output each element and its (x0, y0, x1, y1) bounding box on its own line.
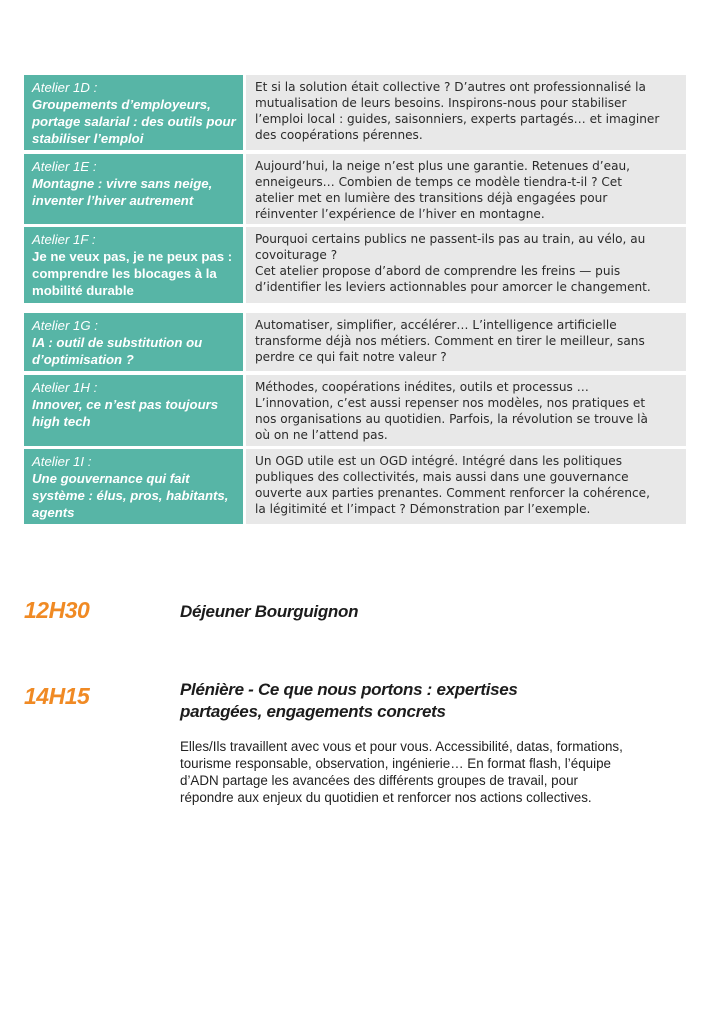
workshop-heading-cell (24, 449, 243, 524)
workshop-description: Méthodes, coopérations inédites, outils et processus … L’innovation, c’est aussi repenser nos modèles, nos pratiques et nos organisations au quotidien. Parfois, la révolution se trouve là où on ne l’attend pas. (246, 375, 686, 446)
workshop-title: Une gouvernance qui fait système : élus, pros, habitants, agents (32, 471, 229, 520)
workshop-row (24, 375, 686, 446)
workshop-description: Automatiser, simplifier, accélérer… L’intelligence artificielle transforme déjà nos métiers. Comment en tirer le meilleur, sans perdre ce qui fait notre valeur ? (246, 313, 686, 371)
workshop-heading-cell (24, 227, 243, 303)
workshop-row (24, 154, 686, 224)
workshop-title: Je ne veux pas, je ne peux pas : comprendre les blocages à la mobilité durable (32, 249, 233, 298)
workshop-heading-cell (24, 75, 243, 150)
workshop-label: Atelier 1F : (32, 232, 96, 247)
workshop-row (24, 449, 686, 524)
workshop-label: Atelier 1G : (32, 318, 98, 333)
workshop-label: Atelier 1E : (32, 159, 97, 174)
session-time: 12H30 (24, 597, 90, 623)
workshop-description: Et si la solution était collective ? D’autres ont professionnalisé la mutualisation de leurs besoins. Inspirons-nous pour stabiliser l’emploi local : guides, saisonniers, experts partagés… et imaginer des coopérations pérennes. (246, 75, 686, 150)
workshop-row (24, 75, 686, 150)
workshop-heading-cell (24, 313, 243, 371)
workshop-label: Atelier 1H : (32, 380, 98, 395)
session-title: Plénière - Ce que nous portons : expertises partagées, engagements concrets (180, 680, 518, 721)
workshop-title: Montagne : vivre sans neige, inventer l’hiver autrement (32, 176, 213, 208)
workshop-title: Groupements d’employeurs, portage salarial : des outils pour stabiliser l’emploi (32, 97, 236, 146)
workshop-title: Innover, ce n’est pas toujours high tech (32, 397, 219, 429)
workshop-description: Aujourd’hui, la neige n’est plus une garantie. Retenues d’eau, enneigeurs… Combien de temps ce modèle tiendra-t-il ? Cet atelier met en lumière des transitions déjà engagées pour réinventer l’expérience de l’hiver en montagne. (246, 154, 686, 224)
session-description: Elles/Ils travaillent avec vous et pour vous. Accessibilité, datas, formations, tourisme responsable, observation, ingénierie… En format flash, l’équipe d’ADN partage les avancées des différents groupes de travail, pour répondre aux enjeux du quotidien et renforcer nos actions collectives. (180, 739, 623, 805)
workshop-row (24, 227, 686, 303)
workshop-description: Pourquoi certains publics ne passent-ils pas au train, au vélo, au covoiturage ? Cet atelier propose d’abord de comprendre les freins — puis d’identifier les leviers actionnables pour amorcer le changement. (246, 227, 686, 303)
workshop-heading-cell (24, 375, 243, 446)
workshop-description: Un OGD utile est un OGD intégré. Intégré dans les politiques publiques des collectivités, mais aussi dans une gouvernance ouverte aux parties prenantes. Comment renforcer la cohérence, la légitimité et l’impact ? Démonstration par l’exemple. (246, 449, 686, 524)
session-time: 14H15 (24, 683, 90, 709)
workshop-heading-cell (24, 154, 243, 224)
workshop-label: Atelier 1D : (32, 80, 98, 95)
workshop-label: Atelier 1I : (32, 454, 92, 469)
workshop-row (24, 313, 686, 371)
session-title: Déjeuner Bourguignon (180, 602, 359, 621)
workshop-title: IA : outil de substitution ou d’optimisation ? (32, 335, 203, 367)
